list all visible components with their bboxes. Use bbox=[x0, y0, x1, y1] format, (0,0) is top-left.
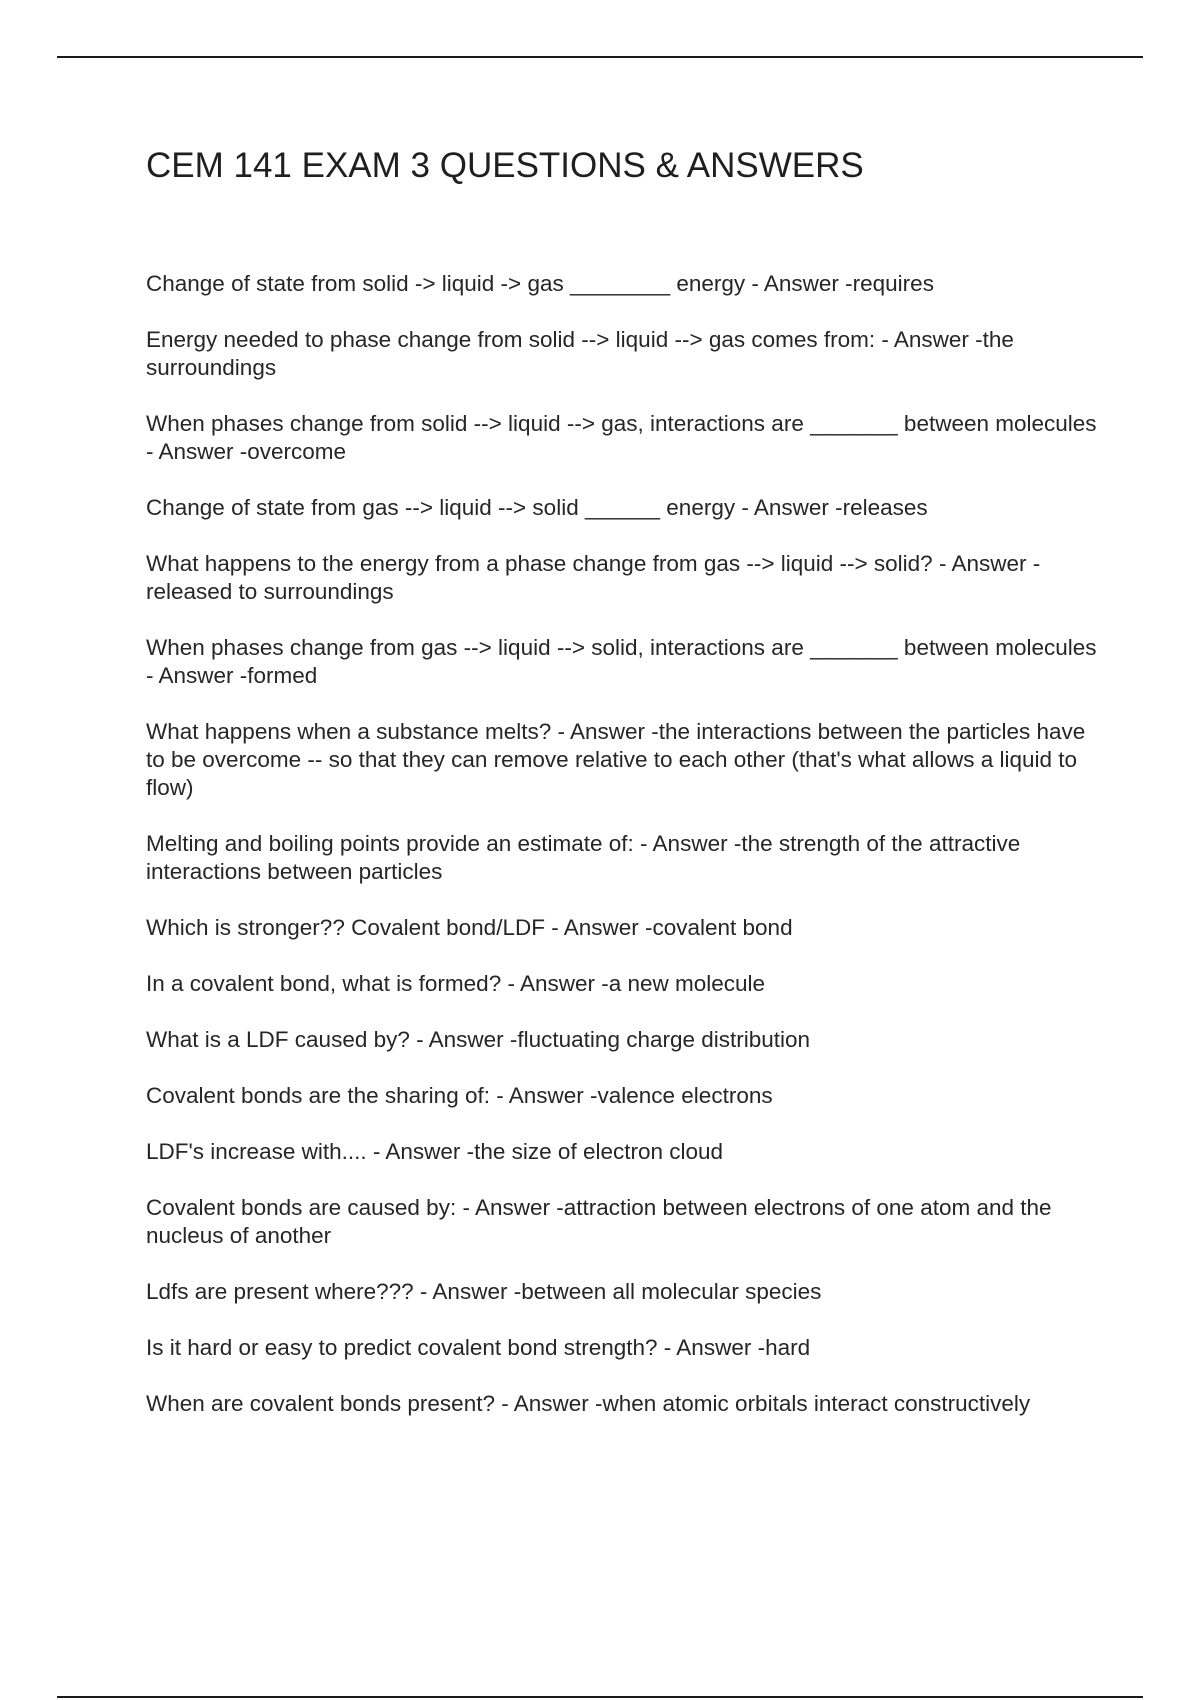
qa-item: When are covalent bonds present? - Answer -when atomic orbitals interact constructively bbox=[146, 1391, 1031, 1416]
qa-item: What is a LDF caused by? - Answer -fluctuating charge distribution bbox=[146, 1027, 811, 1052]
qa-item: Energy needed to phase change from solid --> liquid --> gas comes from: - Answer -the surroundings bbox=[146, 327, 1014, 380]
qa-item: When phases change from solid --> liquid --> gas, interactions are _______ between molecules - Answer -overcome bbox=[146, 411, 1097, 464]
qa-item: Is it hard or easy to predict covalent bond strength? - Answer -hard bbox=[146, 1335, 811, 1360]
qa-item: Ldfs are present where??? - Answer -between all molecular species bbox=[146, 1279, 822, 1304]
qa-item: Covalent bonds are the sharing of: - Answer -valence electrons bbox=[146, 1083, 773, 1108]
qa-list bbox=[146, 270, 1101, 1446]
document-title: CEM 141 EXAM 3 QUESTIONS & ANSWERS bbox=[146, 146, 864, 185]
qa-item: Melting and boiling points provide an estimate of: - Answer -the strength of the attractive interactions between particles bbox=[146, 831, 1021, 884]
qa-item: What happens to the energy from a phase change from gas --> liquid --> solid? - Answer -released to surroundings bbox=[146, 551, 1041, 604]
top-rule bbox=[57, 56, 1143, 58]
qa-item: Change of state from gas --> liquid --> solid ______ energy - Answer -releases bbox=[146, 495, 928, 520]
qa-item: LDF's increase with.... - Answer -the size of electron cloud bbox=[146, 1139, 724, 1164]
qa-item: Which is stronger?? Covalent bond/LDF - Answer -covalent bond bbox=[146, 915, 793, 940]
qa-item: What happens when a substance melts? - Answer -the interactions between the particles have to be overcome -- so that they can remove relative to each other (that's what allows a liquid to flow) bbox=[146, 719, 1086, 800]
qa-item: Covalent bonds are caused by: - Answer -attraction between electrons of one atom and the nucleus of another bbox=[146, 1195, 1052, 1248]
qa-item: When phases change from gas --> liquid --> solid, interactions are _______ between molecules - Answer -formed bbox=[146, 635, 1097, 688]
bottom-rule bbox=[57, 1696, 1143, 1698]
qa-item: In a covalent bond, what is formed? - Answer -a new molecule bbox=[146, 971, 766, 996]
qa-item: Change of state from solid -> liquid -> gas ________ energy - Answer -requires bbox=[146, 271, 934, 296]
